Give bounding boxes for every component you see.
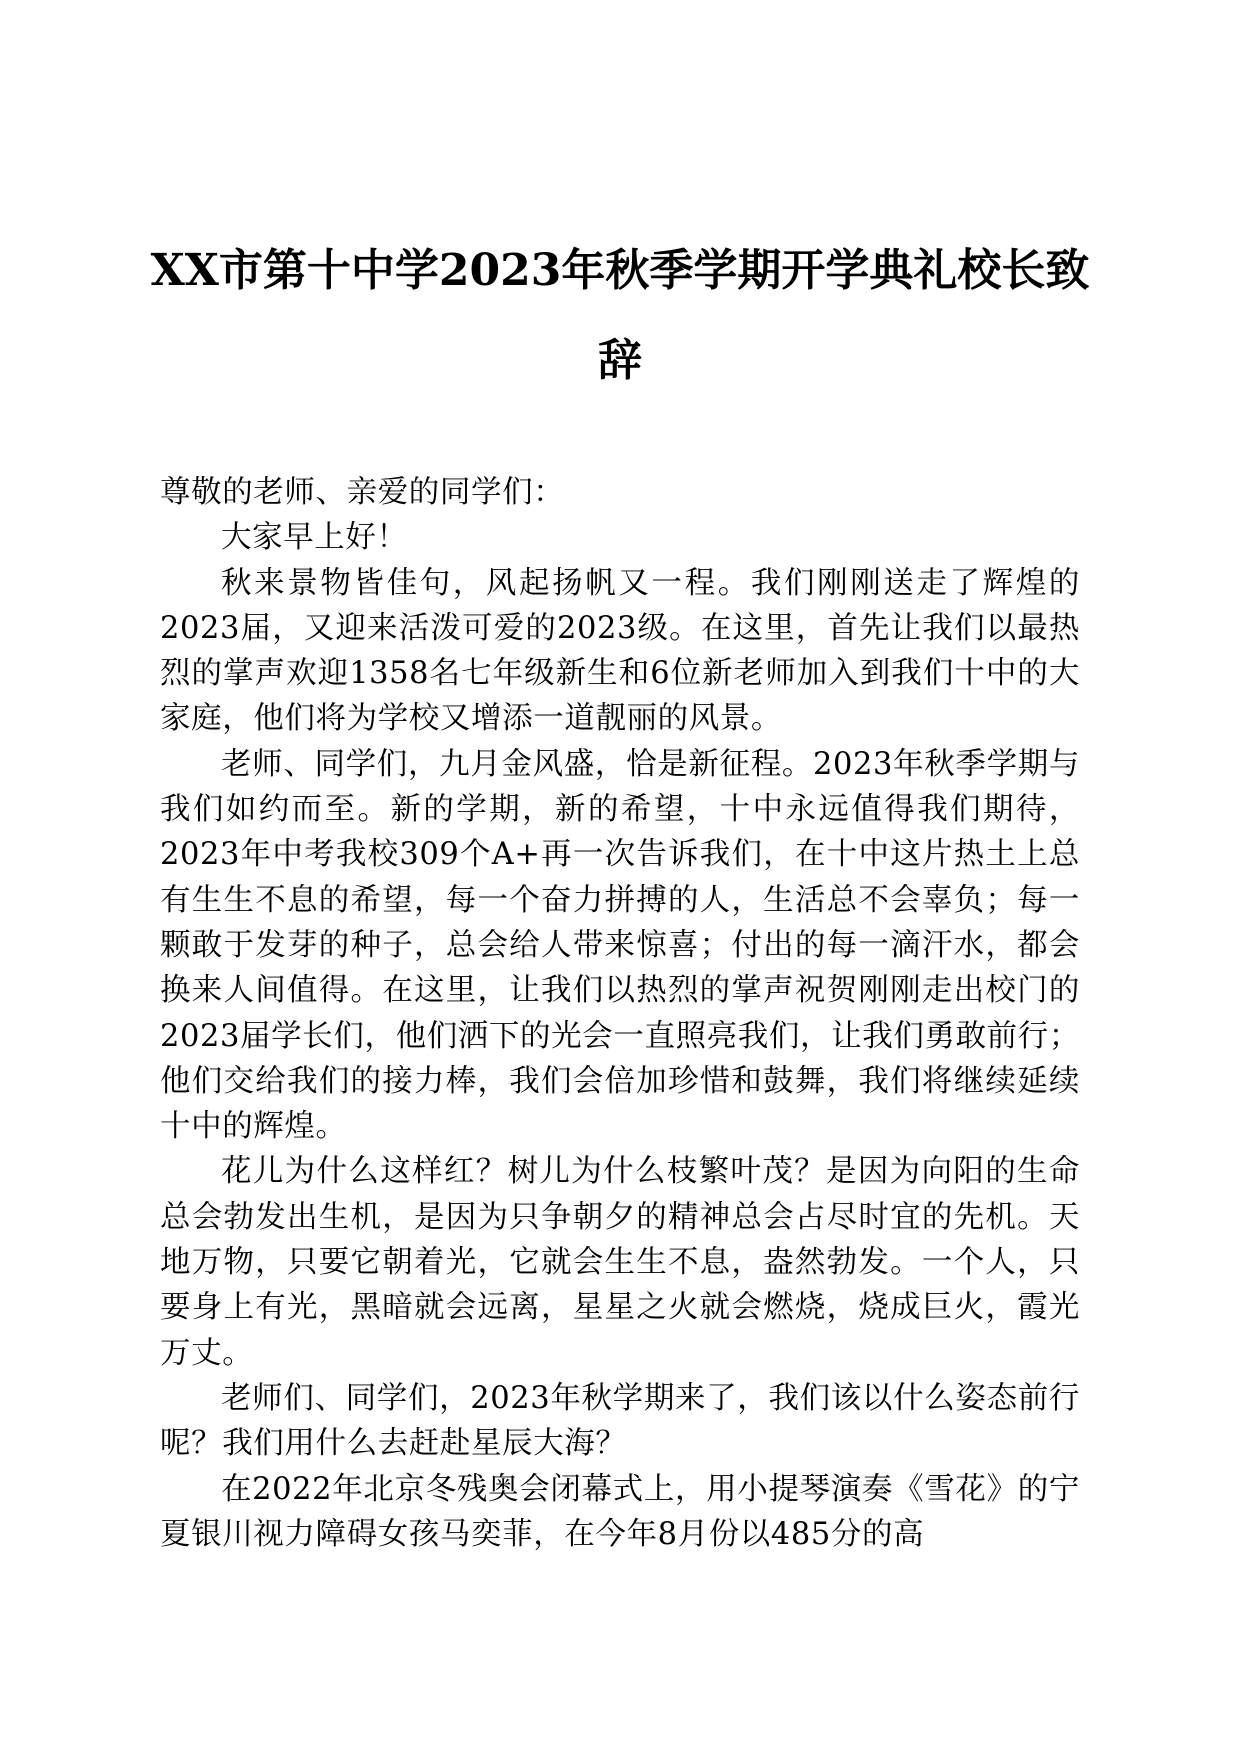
document-title: XX市第十中学2023年秋季学期开学典礼校长致辞 (150, 245, 1090, 386)
document-body (160, 470, 1080, 1557)
paragraph-new-semester: 老师、同学们，九月金风盛，恰是新征程。2023年秋季学期与我们如约而至。新的学期，新的希望，十中永远值得我们期待，2023年中考我校309个A+再一次告诉我们，在十中这片热土上总有生生不息的希望，每一个奋力拼搏的人，生活总不会辜负；每一颗敢于发芽的种子，总会给人带来惊喜；付出的每一滴汗水，都会换来人间值得。在这里，让我们以热烈的掌声祝贺刚刚走出校门的2023届学长们，他们洒下的光会一直照亮我们，让我们勇敢前行；他们交给我们的接力棒，我们会倍加珍惜和鼓舞，我们将继续延续十中的辉煌。 (160, 746, 1080, 1145)
paragraph-story: 在2022年北京冬残奥会闭幕式上，用小提琴演奏《雪花》的宁夏银川视力障碍女孩马奕菲，在今年8月份以485分的高 (160, 1471, 1080, 1552)
paragraph-greeting: 大家早上好！ (221, 520, 408, 556)
paragraph-flowers: 花儿为什么这样红？树儿为什么枝繁叶茂？是因为向阳的生命总会勃发出生机，是因为只争朝夕的精神总会占尽时宜的先机。天地万物，只要它朝着光，它就会生生不息，盎然勃发。一个人，只要身上有光，黑暗就会远离，星星之火就会燃烧，烧成巨火，霞光万丈。 (160, 1154, 1080, 1371)
paragraph-question: 老师们、同学们，2023年秋学期来了，我们该以什么姿态前行呢？我们用什么去赶赴星辰大海？ (160, 1380, 1080, 1462)
paragraph-welcome: 秋来景物皆佳句，风起扬帆又一程。我们刚刚送走了辉煌的2023届，又迎来活泼可爱的2023级。在这里，首先让我们以最热烈的掌声欢迎1358名七年级新生和6位新老师加入到我们十中的大家庭，他们将为学校又增添一道靓丽的风景。 (160, 565, 1080, 737)
salutation: 尊敬的老师、亲爱的同学们： (160, 475, 565, 510)
